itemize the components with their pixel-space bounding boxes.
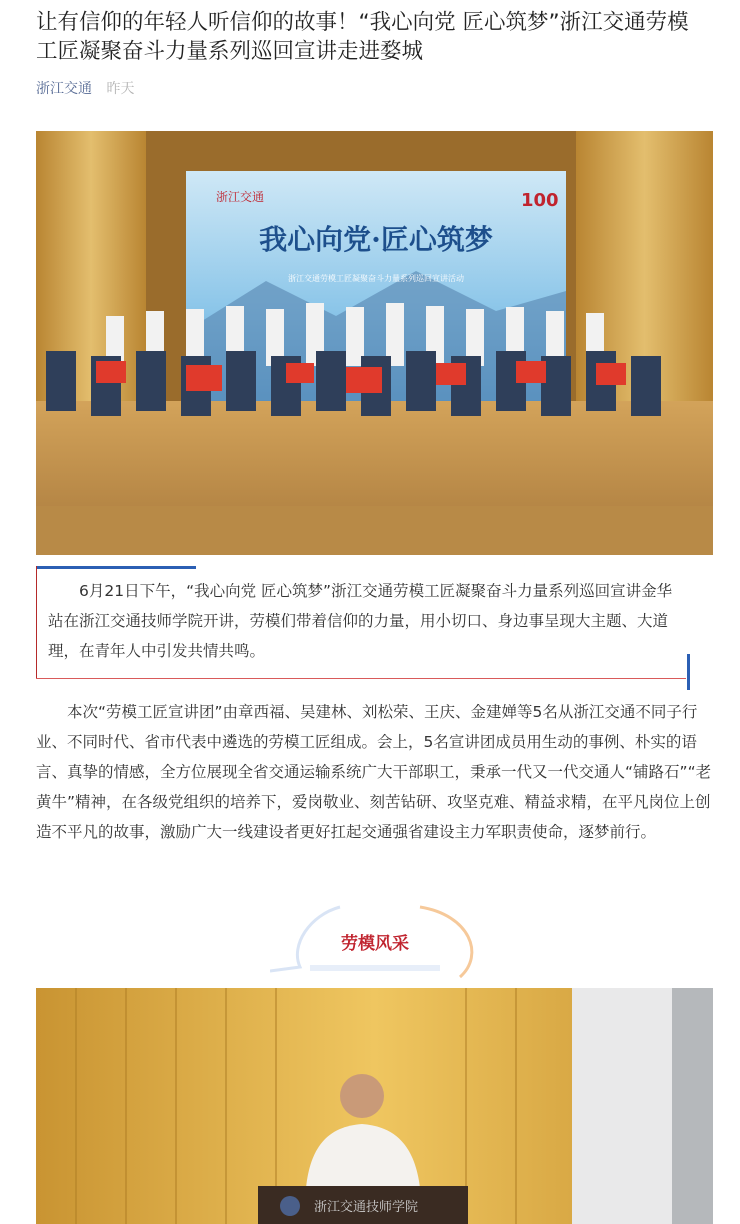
- section-title: 劳模风采: [341, 934, 409, 954]
- podium-text: 浙江交通技师学院: [313, 1200, 419, 1215]
- article-title: 让有信仰的年轻人听信仰的故事！“我心向党 匠心筑梦”浙江交通劳模工匠凝聚奋斗力量系列巡回宣讲走进婺城: [36, 10, 689, 64]
- screen-slogan: 我心向党·匠心筑梦: [259, 223, 493, 256]
- section-header: [270, 905, 480, 979]
- quote-left-border: [36, 566, 37, 678]
- screen-brand: 浙江交通: [216, 190, 265, 204]
- publish-time: 昨天: [106, 81, 135, 97]
- quote-bottom-border: [36, 678, 686, 679]
- speaker-photo[interactable]: [36, 988, 713, 1224]
- centenary-badge: 100: [521, 190, 559, 211]
- quote-text: 6月21日下午，“我心向党 匠心筑梦”浙江交通劳模工匠凝聚奋斗力量系列巡回宣讲金华站在浙江交通技师学院开讲，劳模们带着信仰的力量，用小切口、身边事呈现大主题、大道理，在青年人中引发共情共鸣。: [48, 582, 673, 660]
- quote-top-border: [36, 566, 196, 569]
- account-name-link[interactable]: 浙江交通: [36, 81, 92, 97]
- quote-block: [36, 566, 690, 690]
- screen-subtitle: 浙江交通劳模工匠凝聚奋斗力量系列巡回宣讲活动: [288, 274, 464, 283]
- event-group-photo-illustration: [36, 131, 713, 555]
- quote-right-border: [687, 654, 690, 690]
- article-meta: [36, 80, 134, 98]
- speaker-photo-illustration: [36, 988, 713, 1224]
- body-paragraph: 本次“劳模工匠宣讲团”由章西福、吴建林、刘松荣、王庆、金建婵等5名从浙江交通不同子行业、不同时代、省市代表中遴选的劳模工匠组成。会上，5名宣讲团成员用生动的事例、朴实的语言、真挚的情感，全方位展现全省交通运输系统广大干部职工，秉承一代又一代交通人“铺路石”“老黄牛”精神，在各级党组织的培养下，爱岗敬业、刻苦钻研、攻坚克难、精益求精，在平凡岗位上创造不平凡的故事，激励广大一线建设者更好扛起交通强省建设主力军职责使命，逐梦前行。: [36, 703, 712, 841]
- event-group-photo[interactable]: [36, 131, 713, 555]
